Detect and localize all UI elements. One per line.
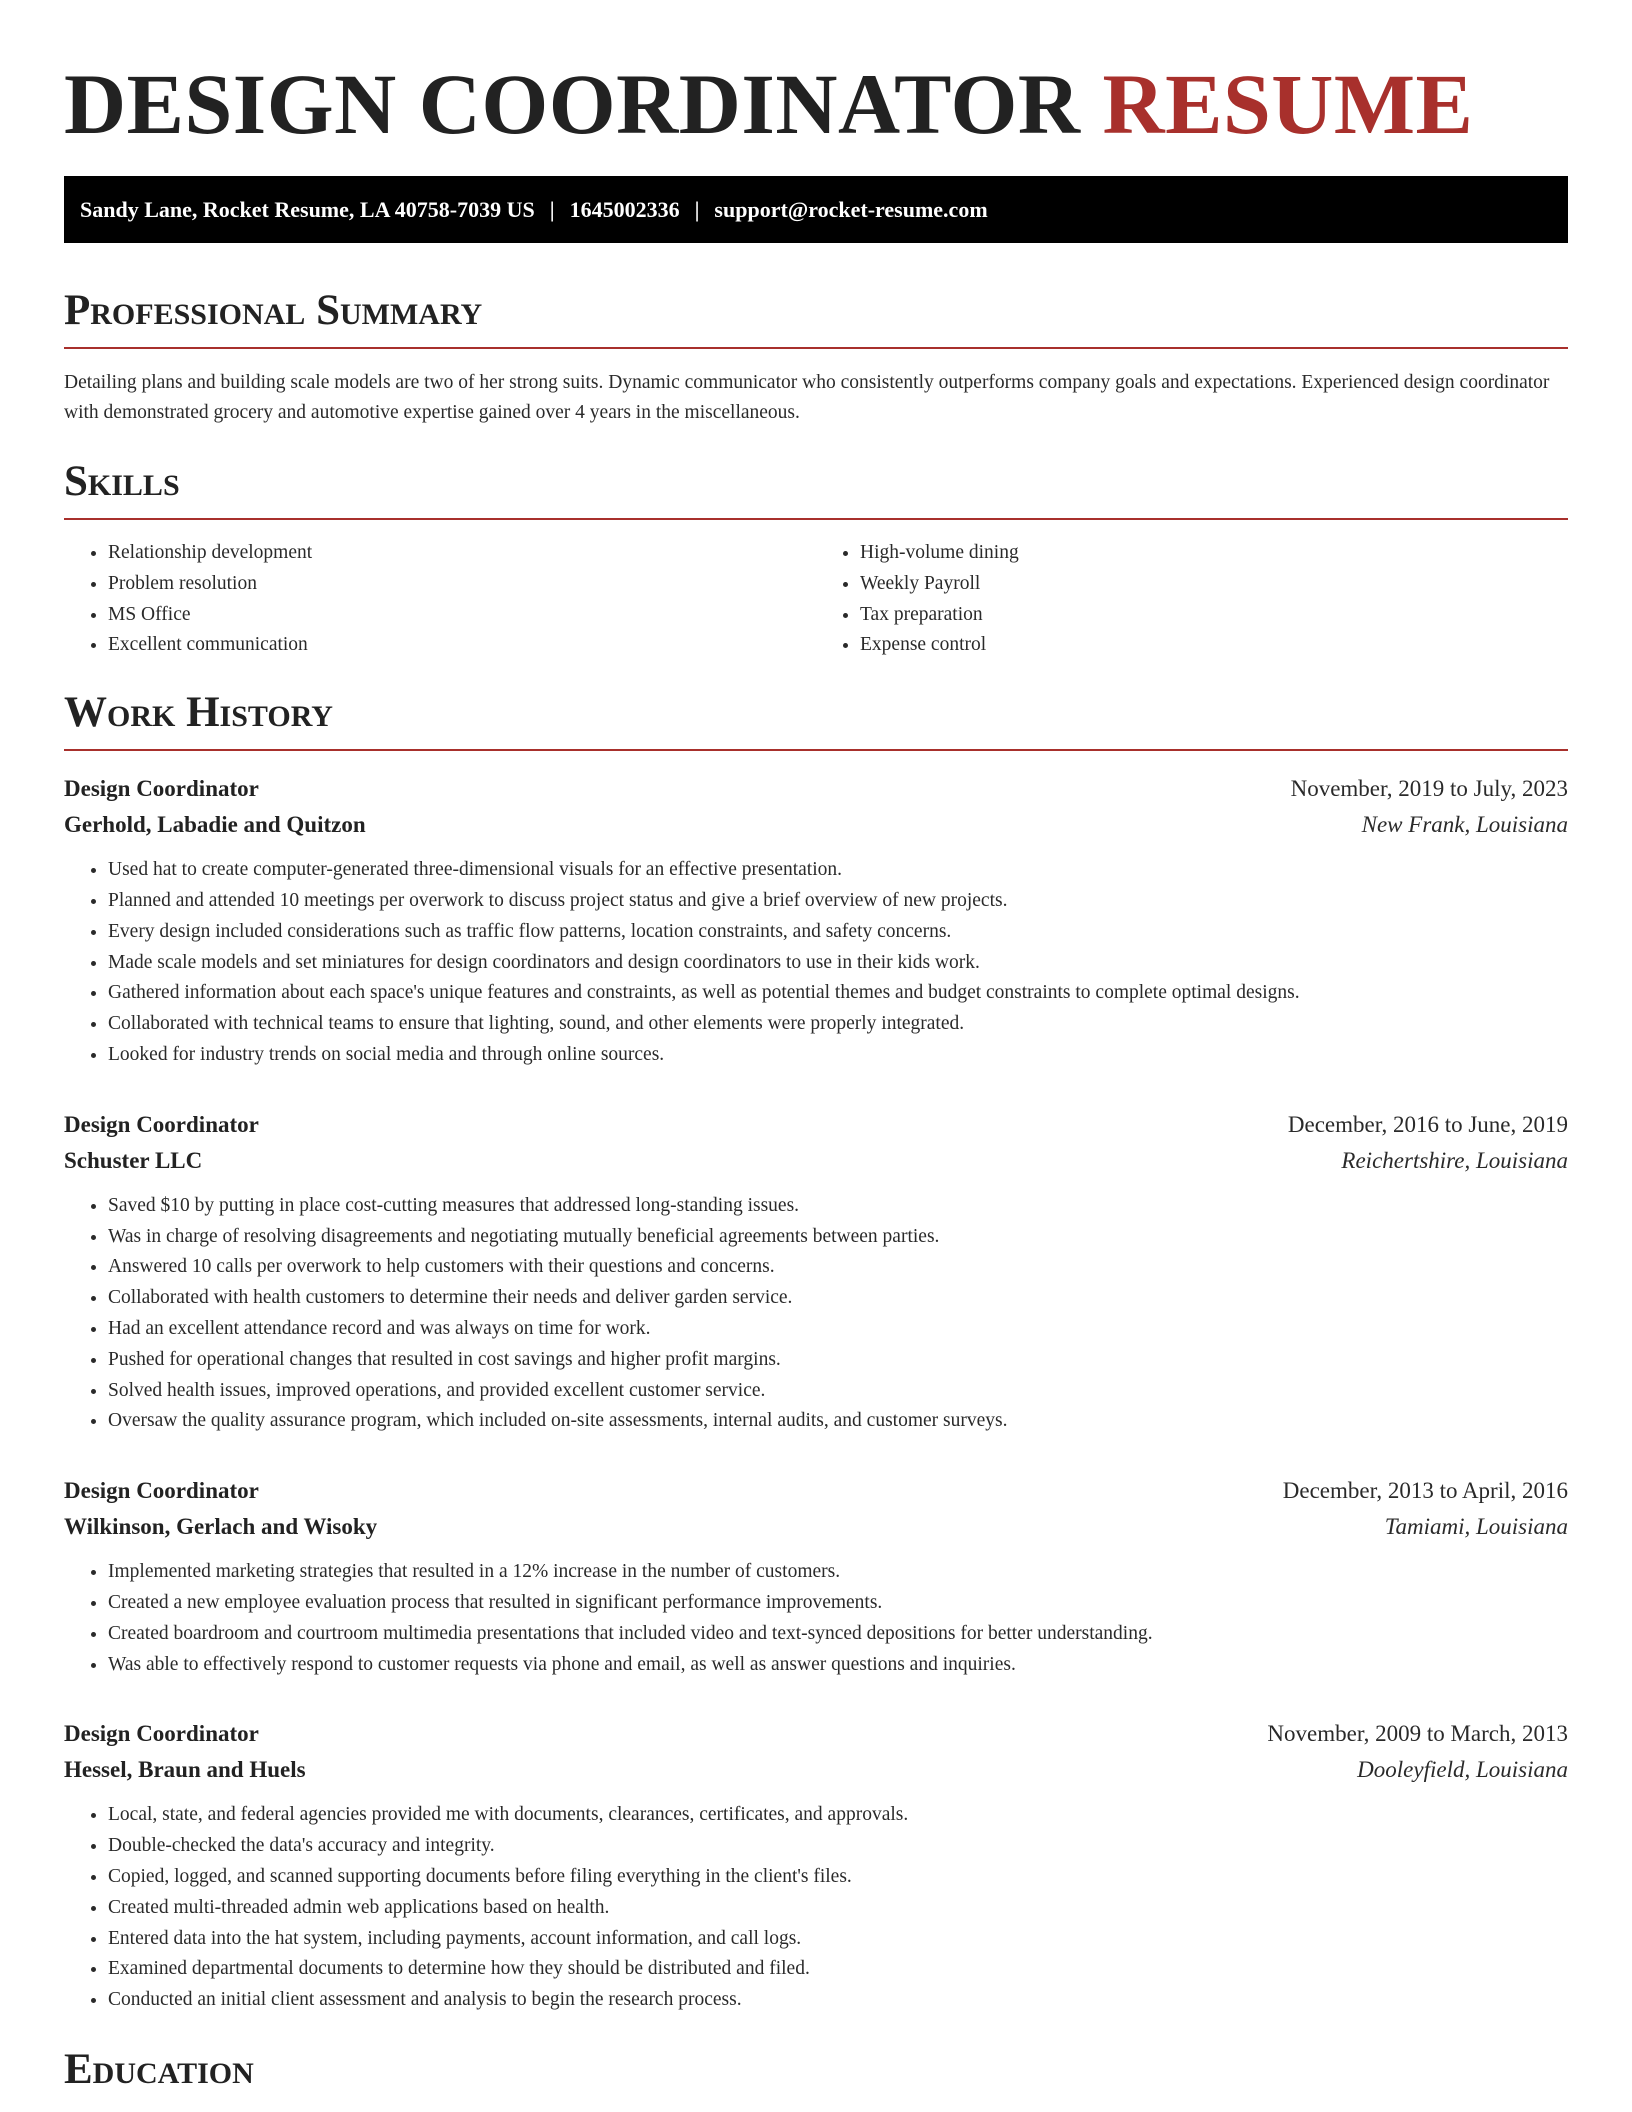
job-dates: November, 2019 to July, 2023 (1290, 776, 1568, 802)
job-bullet: • Planned and attended 10 meetings per overwork to discuss project status and give a brief overview of new projects. (108, 886, 1568, 917)
skills-column-left (64, 538, 816, 661)
job-entry (64, 1107, 1568, 1437)
job-location: Dooleyfield, Louisiana (1357, 1757, 1568, 1783)
job-bullet: • Conducted an initial client assessment and analysis to begin the research process. (108, 1985, 1568, 2016)
skills-list (64, 538, 1568, 661)
job-bullet: • Gathered information about each space's unique features and constraints, as well as potential themes and budget constraints to complete optimal designs. (108, 978, 1568, 1009)
skill-item: • Expense control (860, 630, 1568, 661)
skill-item: • Relationship development (108, 538, 816, 569)
job-bullet: • Made scale models and set miniatures for design coordinators and design coordinators to use in their kids work. (108, 948, 1568, 979)
job-title: Design Coordinator (64, 1721, 259, 1747)
job-title: Design Coordinator (64, 1111, 259, 1137)
job-bullets (64, 1800, 1568, 2016)
job-bullet: • Implemented marketing strategies that resulted in a 12% increase in the number of customers. (108, 1557, 1568, 1588)
skill-item: • Excellent communication (108, 630, 816, 661)
job-bullet: • Oversaw the quality assurance program, which included on-site assessments, internal audits, and customer surveys. (108, 1406, 1568, 1437)
job-company: Hessel, Braun and Huels (64, 1757, 306, 1783)
job-dates: December, 2016 to June, 2019 (1287, 1111, 1568, 1137)
skill-item: • Weekly Payroll (860, 569, 1568, 600)
job-company: Gerhold, Labadie and Quitzon (64, 812, 366, 838)
contact-separator: | (694, 196, 700, 222)
summary-heading: Professional Summary (64, 287, 1568, 349)
job-bullet: • Collaborated with health customers to determine their needs and deliver garden service. (108, 1283, 1568, 1314)
job-header-row (64, 1107, 1568, 1143)
job-header-row (64, 1716, 1568, 1752)
job-company-row (64, 1143, 1568, 1179)
job-location: Reichertshire, Louisiana (1341, 1147, 1568, 1173)
job-header-row (64, 1473, 1568, 1509)
education-heading: Education (64, 2045, 254, 2093)
job-entry (64, 1716, 1568, 2016)
job-bullet: • Pushed for operational changes that resulted in cost savings and higher profit margins. (108, 1345, 1568, 1376)
job-company-row (64, 1752, 1568, 1788)
job-bullet: • Collaborated with technical teams to ensure that lighting, sound, and other elements were properly integrated. (108, 1009, 1568, 1040)
job-entry (64, 1473, 1568, 1680)
resume-title (64, 0, 1568, 176)
job-bullet: • Entered data into the hat system, including payments, account information, and call logs. (108, 1924, 1568, 1955)
skills-column-right (816, 538, 1568, 661)
contact-phone: 1645002336 (569, 196, 680, 222)
job-entry (64, 771, 1568, 1071)
title-accent: RESUME (1102, 56, 1474, 152)
job-bullet: • Used hat to create computer-generated three-dimensional visuals for an effective presentation. (108, 855, 1568, 886)
job-dates: December, 2013 to April, 2016 (1282, 1478, 1568, 1504)
contact-bar (64, 176, 1568, 243)
job-bullet: • Saved $10 by putting in place cost-cutting measures that addressed long-standing issues. (108, 1191, 1568, 1222)
job-title: Design Coordinator (64, 1478, 259, 1504)
job-bullet: • Solved health issues, improved operations, and provided excellent customer service. (108, 1376, 1568, 1407)
summary-text: Detailing plans and building scale models are two of her strong suits. Dynamic communicator who consistently outperforms company goals and expectations. Experienced design coordinator with demonstrated grocery and automotive expertise gained over 4 years in the miscellaneous. (64, 372, 1550, 423)
job-bullet: • Was in charge of resolving disagreements and negotiating mutually beneficial agreements between parties. (108, 1222, 1568, 1253)
job-dates: November, 2009 to March, 2013 (1267, 1721, 1568, 1747)
job-company-row (64, 807, 1568, 843)
job-location: Tamiami, Louisiana (1384, 1514, 1568, 1540)
job-bullets (64, 855, 1568, 1071)
skill-item: • High-volume dining (860, 538, 1568, 569)
job-bullet: • Examined departmental documents to determine how they should be distributed and filed. (108, 1954, 1568, 1985)
job-bullet: • Looked for industry trends on social media and through online sources. (108, 1040, 1568, 1071)
job-bullet: • Had an excellent attendance record and was always on time for work. (108, 1314, 1568, 1345)
contact-address: Sandy Lane, Rocket Resume, LA 40758-7039 US (80, 196, 535, 222)
contact-email: support@rocket-resume.com (714, 196, 988, 222)
job-header-row (64, 771, 1568, 807)
title-main: DESIGN COORDINATOR (64, 56, 1081, 152)
skill-item: • Tax preparation (860, 600, 1568, 631)
job-bullet: • Every design included considerations such as traffic flow patterns, location constraints, and safety concerns. (108, 917, 1568, 948)
job-bullet: • Answered 10 calls per overwork to help customers with their questions and concerns. (108, 1252, 1568, 1283)
job-company: Wilkinson, Gerlach and Wisoky (64, 1514, 378, 1540)
job-bullet: • Copied, logged, and scanned supporting documents before filing everything in the client's files. (108, 1862, 1568, 1893)
job-company: Schuster LLC (64, 1147, 203, 1173)
skills-heading: Skills (64, 458, 1568, 520)
job-bullet: • Double-checked the data's accuracy and integrity. (108, 1831, 1568, 1862)
job-bullet: • Created boardroom and courtroom multimedia presentations that included video and text-synced depositions for better understanding. (108, 1619, 1568, 1650)
job-bullet: • Was able to effectively respond to customer requests via phone and email, as well as answer questions and inquiries. (108, 1650, 1568, 1681)
job-company-row (64, 1509, 1568, 1545)
job-title: Design Coordinator (64, 776, 259, 802)
contact-separator: | (549, 196, 555, 222)
job-bullets (64, 1191, 1568, 1437)
skill-item: • Problem resolution (108, 569, 816, 600)
job-bullet: • Local, state, and federal agencies provided me with documents, clearances, certificates, and approvals. (108, 1800, 1568, 1831)
skill-item: • MS Office (108, 600, 816, 631)
job-bullets (64, 1557, 1568, 1680)
job-bullet: • Created multi-threaded admin web applications based on health. (108, 1893, 1568, 1924)
job-location: New Frank, Louisiana (1361, 812, 1568, 838)
job-bullet: • Created a new employee evaluation process that resulted in significant performance improvements. (108, 1588, 1568, 1619)
work-history-heading: Work History (64, 689, 1568, 751)
